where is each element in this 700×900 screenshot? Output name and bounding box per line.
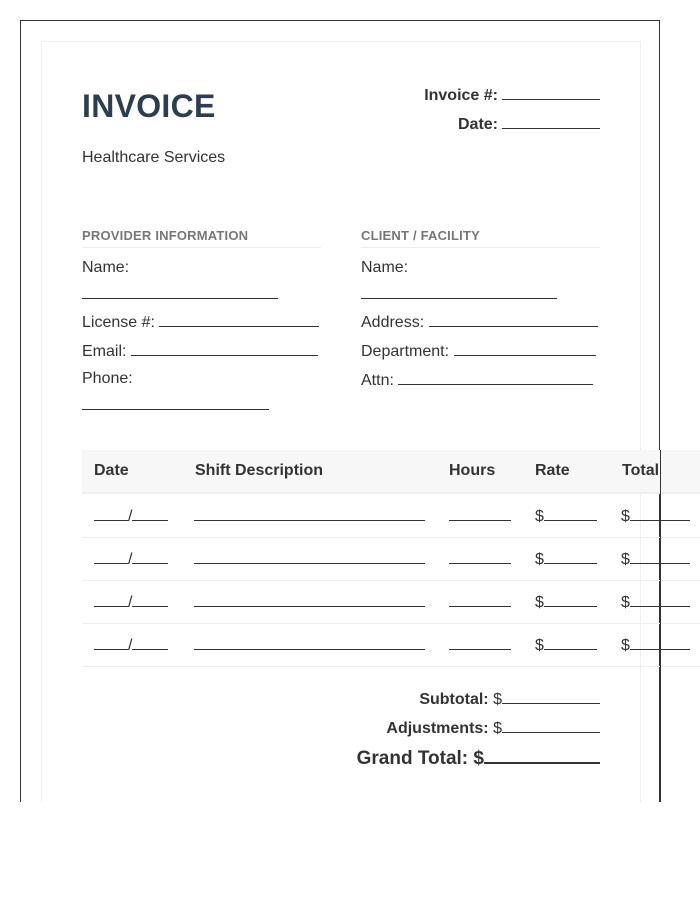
- subtotal-row: Subtotal: $: [419, 689, 600, 709]
- total-cell[interactable]: $: [621, 635, 690, 655]
- column-date: Date: [94, 462, 129, 479]
- invoice-title: INVOICE: [82, 88, 216, 124]
- invoice-date-field[interactable]: [502, 114, 600, 129]
- provider-name-label: Name:: [82, 259, 130, 276]
- provider-email-label: Email:: [82, 343, 127, 360]
- column-shift-description: Shift Description: [195, 462, 324, 479]
- provider-license-label: License #:: [82, 314, 155, 331]
- hours-cell[interactable]: [449, 592, 511, 612]
- client-address-label: Address:: [361, 314, 425, 331]
- rate-cell[interactable]: $: [535, 506, 597, 526]
- hours-cell[interactable]: [449, 549, 511, 569]
- invoice-date-label: Date:: [457, 116, 498, 133]
- rate-cell[interactable]: $: [535, 549, 597, 569]
- provider-section-heading: PROVIDER INFORMATION: [82, 228, 321, 248]
- client-department-row: [361, 341, 596, 361]
- rate-cell[interactable]: $: [535, 592, 597, 612]
- client-department-field[interactable]: [454, 341, 596, 356]
- date-cell[interactable]: /: [94, 592, 168, 612]
- subtotal-label: Subtotal:: [419, 691, 489, 708]
- frame-right-edge: [660, 450, 661, 802]
- invoice-number-label: Invoice #:: [424, 87, 498, 104]
- invoice-number-field[interactable]: [502, 85, 600, 100]
- client-attn-label: Attn:: [361, 372, 394, 389]
- client-attn-row: [361, 370, 593, 390]
- date-cell[interactable]: /: [94, 635, 168, 655]
- hours-cell[interactable]: [449, 635, 511, 655]
- client-name-field[interactable]: [361, 298, 557, 299]
- table-row: [82, 623, 700, 667]
- provider-phone-label: Phone:: [82, 370, 133, 387]
- client-section-heading: CLIENT / FACILITY: [361, 228, 600, 248]
- provider-name-field[interactable]: [82, 298, 278, 299]
- adjustments-field[interactable]: [502, 718, 600, 733]
- table-row: [82, 537, 700, 581]
- date-cell[interactable]: /: [94, 549, 168, 569]
- total-cell[interactable]: $: [621, 592, 690, 612]
- grand-total-label: Grand Total:: [356, 748, 469, 769]
- table-row: [82, 580, 700, 624]
- rate-cell[interactable]: $: [535, 635, 597, 655]
- grand-total-field[interactable]: [484, 745, 600, 764]
- shift-description-cell[interactable]: [194, 635, 425, 655]
- provider-email-field[interactable]: [131, 341, 318, 356]
- invoice-subtitle: Healthcare Services: [82, 149, 226, 166]
- shift-description-cell[interactable]: [194, 506, 425, 526]
- provider-license-field[interactable]: [159, 312, 319, 327]
- grand-total-row: Grand Total: $: [357, 745, 600, 770]
- provider-email-row: [82, 341, 318, 361]
- client-address-row: [361, 312, 598, 332]
- column-rate: Rate: [535, 462, 570, 479]
- total-cell[interactable]: $: [621, 549, 690, 569]
- table-row: [82, 494, 700, 538]
- shift-description-cell[interactable]: [194, 592, 425, 612]
- adjustments-label: Adjustments:: [386, 720, 489, 737]
- provider-phone-field[interactable]: [82, 409, 269, 410]
- hours-cell[interactable]: [449, 506, 511, 526]
- client-address-field[interactable]: [429, 312, 598, 327]
- client-attn-field[interactable]: [398, 370, 593, 385]
- invoice-date-row: [458, 114, 600, 134]
- shift-description-cell[interactable]: [194, 549, 425, 569]
- table-header: [82, 450, 700, 494]
- client-name-label: Name:: [361, 259, 409, 276]
- provider-license-row: [82, 312, 319, 332]
- client-department-label: Department:: [361, 343, 450, 360]
- adjustments-row: Adjustments: $: [386, 718, 600, 738]
- subtotal-field[interactable]: [502, 689, 600, 704]
- column-total: Total: [622, 462, 660, 479]
- column-hours: Hours: [449, 462, 496, 479]
- total-cell[interactable]: $: [621, 506, 690, 526]
- invoice-number-row: [424, 85, 600, 105]
- date-cell[interactable]: /: [94, 506, 168, 526]
